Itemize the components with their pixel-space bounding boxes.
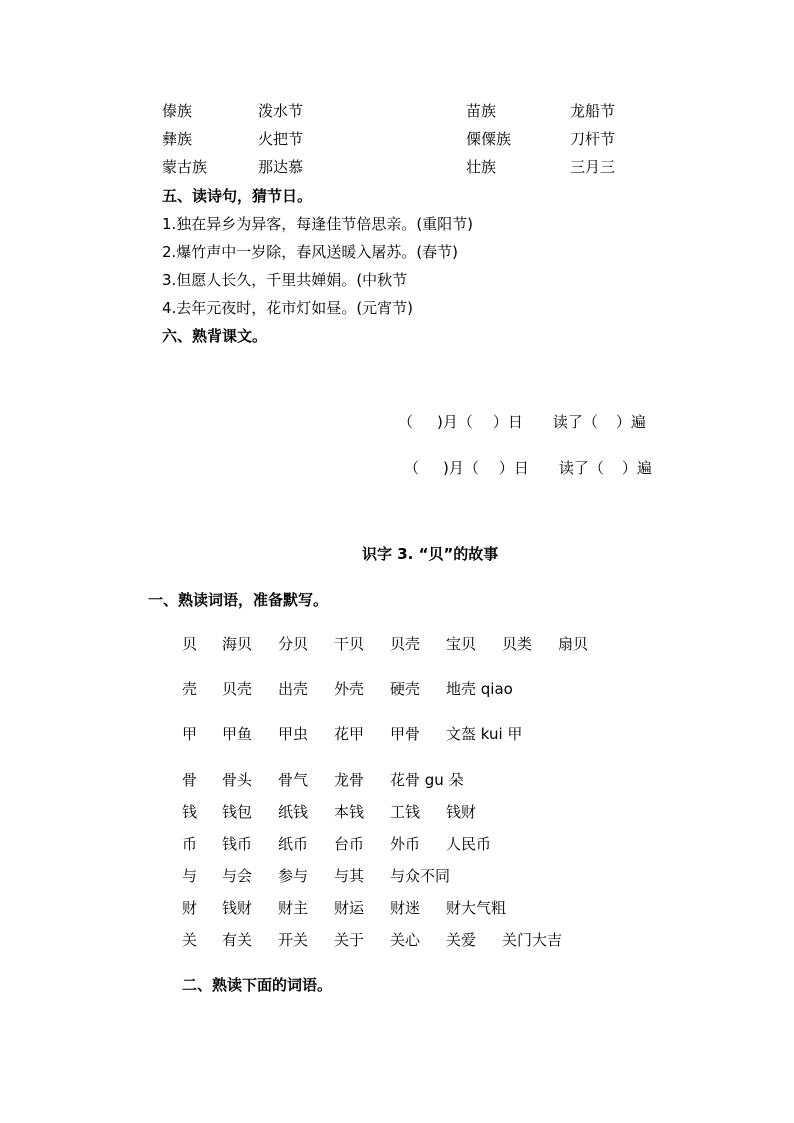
word-grid-word: 外壳 [334, 680, 365, 698]
word-grid-word: 财运 [334, 899, 365, 917]
word-grid-word: 工钱 [390, 803, 421, 821]
word-grid-word: 开关 [278, 931, 309, 949]
word-grid-word: 关心 [390, 931, 421, 949]
word-grid-word: 财主 [278, 899, 309, 917]
section6-heading: 六、熟背课文。 [162, 327, 268, 345]
word-grid-word: 甲虫 [278, 725, 309, 743]
word-grid-word: 与其 [334, 867, 365, 885]
word-grid-word: 钱财 [222, 899, 253, 917]
word-grid-word: 钱币 [222, 835, 253, 853]
word-grid-word: 纸钱 [278, 803, 309, 821]
word-grid-head-char: 甲 [182, 725, 198, 743]
word-grid-head-char: 与 [182, 867, 198, 885]
reading-log-read: 读了（ [552, 413, 598, 431]
section5-heading: 五、读诗句，猜节日。 [162, 187, 313, 205]
festival-cell-right-festival: 三月三 [570, 158, 616, 176]
reading-log-open: （ [404, 459, 420, 477]
word-grid-word: 贝壳 [222, 680, 253, 698]
reading-log-month: )月（ [437, 413, 473, 431]
word-grid-word: 分贝 [278, 635, 309, 653]
festival-cell-right-festival: 刀杆节 [570, 130, 616, 148]
word-grid-word: 甲骨 [390, 725, 421, 743]
word-grid-word: 硬壳 [390, 680, 421, 698]
lesson-title: 识字 3. “贝”的故事 [362, 545, 499, 563]
word-grid-word: 纸币 [278, 835, 309, 853]
word-grid-word: 花甲 [334, 725, 365, 743]
word-grid-word: 台币 [334, 835, 365, 853]
word-grid-word: 地壳 qiao [446, 680, 513, 698]
part1-heading: 一、熟读词语，准备默写。 [148, 591, 329, 609]
word-grid-word: 财大气粗 [446, 899, 507, 917]
reading-log-times: ）遍 [621, 459, 652, 477]
word-grid-word: 参与 [278, 867, 309, 885]
festival-cell-right-people: 傈僳族 [466, 130, 512, 148]
word-grid-word: 关于 [334, 931, 365, 949]
part2-heading: 二、熟读下面的词语。 [182, 976, 333, 994]
word-grid-word: 骨气 [278, 771, 309, 789]
festival-cell-left-festival: 那达慕 [258, 158, 304, 176]
word-grid-word: 人民币 [446, 835, 492, 853]
reading-log-read: 读了（ [558, 459, 604, 477]
word-grid-word: 关门大吉 [502, 931, 563, 949]
festival-cell-left-festival: 泼水节 [258, 102, 304, 120]
word-grid-word: 花骨 gu 朵 [390, 771, 464, 789]
poem-item-4: 4.去年元夜时，花市灯如昼。(元宵节) [162, 299, 414, 317]
word-grid-word: 宝贝 [446, 635, 477, 653]
word-grid-word: 钱包 [222, 803, 253, 821]
word-grid-word: 干贝 [334, 635, 365, 653]
word-grid-word: 扇贝 [558, 635, 589, 653]
poem-item-2: 2.爆竹声中一岁除，春风送暖入屠苏。(春节) [162, 243, 459, 261]
word-grid-word: 骨头 [222, 771, 253, 789]
festival-cell-left-festival: 火把节 [258, 130, 304, 148]
reading-log-day: ）日 [498, 459, 529, 477]
word-grid-word: 外币 [390, 835, 421, 853]
word-grid-word: 与会 [222, 867, 253, 885]
reading-log-day: ）日 [492, 413, 523, 431]
poem-item-1: 1.独在异乡为异客，每逢佳节倍思亲。(重阳节) [162, 215, 474, 233]
festival-cell-right-people: 壮族 [466, 158, 497, 176]
word-grid-head-char: 壳 [182, 680, 198, 698]
word-grid-word: 钱财 [446, 803, 477, 821]
word-grid-head-char: 贝 [182, 635, 198, 653]
word-grid-head-char: 财 [182, 899, 198, 917]
word-grid-word: 龙骨 [334, 771, 365, 789]
festival-cell-left-people: 傣族 [162, 102, 193, 120]
word-grid-word: 海贝 [222, 635, 253, 653]
word-grid-head-char: 关 [182, 931, 198, 949]
word-grid-word: 贝类 [502, 635, 533, 653]
word-grid-word: 文盔 kui 甲 [446, 725, 523, 743]
reading-log-month: )月（ [443, 459, 479, 477]
reading-log-row-2 [404, 458, 652, 478]
reading-log-row-1 [398, 412, 646, 432]
word-grid-word: 出壳 [278, 680, 309, 698]
festival-cell-left-people: 蒙古族 [162, 158, 208, 176]
poem-item-3: 3.但愿人长久，千里共婵娟。(中秋节 [162, 271, 408, 289]
reading-log-open: （ [398, 413, 414, 431]
word-grid-word: 与众不同 [390, 867, 451, 885]
word-grid-head-char: 骨 [182, 771, 198, 789]
word-grid-word: 贝壳 [390, 635, 421, 653]
word-grid-head-char: 钱 [182, 803, 198, 821]
word-grid-word: 本钱 [334, 803, 365, 821]
reading-log-times: ）遍 [615, 413, 646, 431]
word-grid-word: 关爱 [446, 931, 477, 949]
word-grid-word: 甲鱼 [222, 725, 253, 743]
word-grid-word: 财迷 [390, 899, 421, 917]
word-grid-word: 有关 [222, 931, 253, 949]
festival-cell-right-festival: 龙船节 [570, 102, 616, 120]
word-grid-head-char: 币 [182, 835, 198, 853]
festival-cell-left-people: 彝族 [162, 130, 193, 148]
festival-cell-right-people: 苗族 [466, 102, 497, 120]
